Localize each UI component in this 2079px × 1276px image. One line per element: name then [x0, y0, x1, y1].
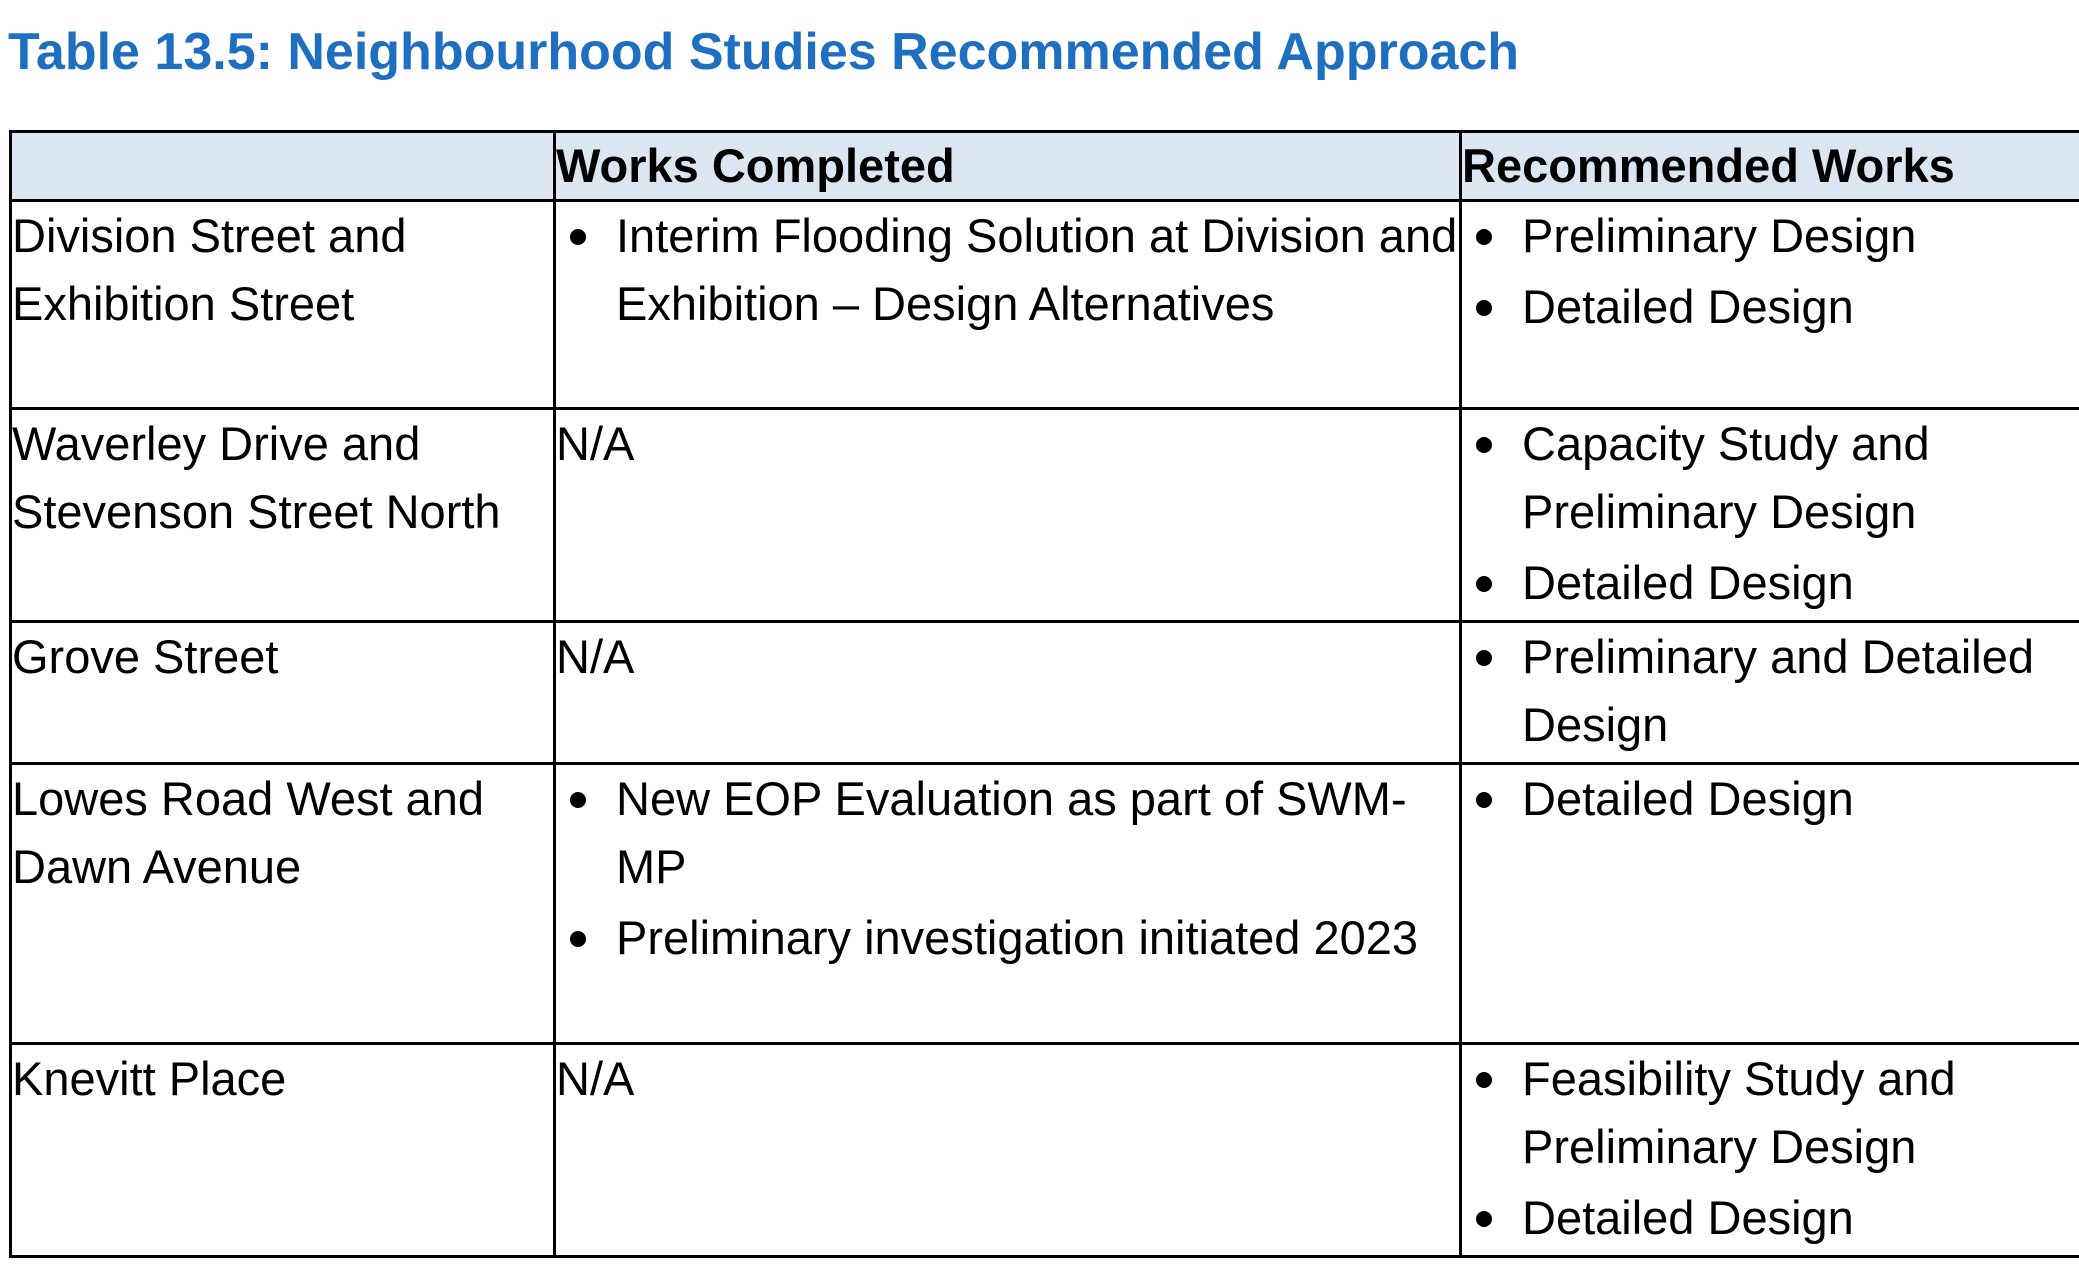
works-completed-cell: N/A — [555, 409, 1461, 622]
list-item: Feasibility Study and Preliminary Design — [1462, 1045, 2079, 1181]
table-caption: Table 13.5: Neighbourhood Studies Recommended Approach — [8, 23, 1520, 81]
recommended-works-cell — [1461, 201, 2079, 409]
list-item: Interim Flooding Solution at Division and Exhibition – Design Alternatives — [556, 202, 1459, 338]
recommended-works-list — [1462, 1045, 2079, 1252]
header-recommended-works: Recommended Works — [1461, 132, 2079, 201]
table-row — [11, 622, 2079, 764]
list-item: Detailed Design — [1462, 765, 2079, 833]
works-completed-cell — [555, 764, 1461, 1044]
list-item: Detailed Design — [1462, 549, 2079, 617]
works-completed-list — [556, 765, 1459, 972]
recommended-works-list — [1462, 202, 2079, 341]
recommended-works-cell — [1461, 1044, 2079, 1257]
list-item: Preliminary Design — [1462, 202, 2079, 270]
recommended-works-cell — [1461, 622, 2079, 764]
neighbourhood-studies-table — [9, 130, 2079, 1258]
header-row — [11, 132, 2079, 201]
works-completed-cell: N/A — [555, 622, 1461, 764]
recommended-works-list — [1462, 765, 2079, 833]
works-completed-cell: N/A — [555, 1044, 1461, 1257]
location-cell: Knevitt Place — [11, 1044, 555, 1257]
table-row — [11, 764, 2079, 1044]
list-item: Detailed Design — [1462, 273, 2079, 341]
recommended-works-list — [1462, 410, 2079, 617]
list-item: Preliminary and Detailed Design — [1462, 623, 2079, 759]
list-item: Capacity Study and Preliminary Design — [1462, 410, 2079, 546]
recommended-works-cell — [1461, 409, 2079, 622]
recommended-works-cell — [1461, 764, 2079, 1044]
works-completed-list — [556, 202, 1459, 338]
location-cell: Waverley Drive and Stevenson Street North — [11, 409, 555, 622]
list-item: Detailed Design — [1462, 1184, 2079, 1252]
header-location — [11, 132, 555, 201]
table-row — [11, 409, 2079, 622]
location-cell: Lowes Road West and Dawn Avenue — [11, 764, 555, 1044]
header-works-completed: Works Completed — [555, 132, 1461, 201]
list-item: Preliminary investigation initiated 2023 — [556, 904, 1459, 972]
table-row — [11, 1044, 2079, 1257]
recommended-works-list — [1462, 623, 2079, 759]
list-item: New EOP Evaluation as part of SWM-MP — [556, 765, 1459, 901]
works-completed-cell — [555, 201, 1461, 409]
location-cell: Grove Street — [11, 622, 555, 764]
location-cell: Division Street and Exhibition Street — [11, 201, 555, 409]
table-row — [11, 201, 2079, 409]
